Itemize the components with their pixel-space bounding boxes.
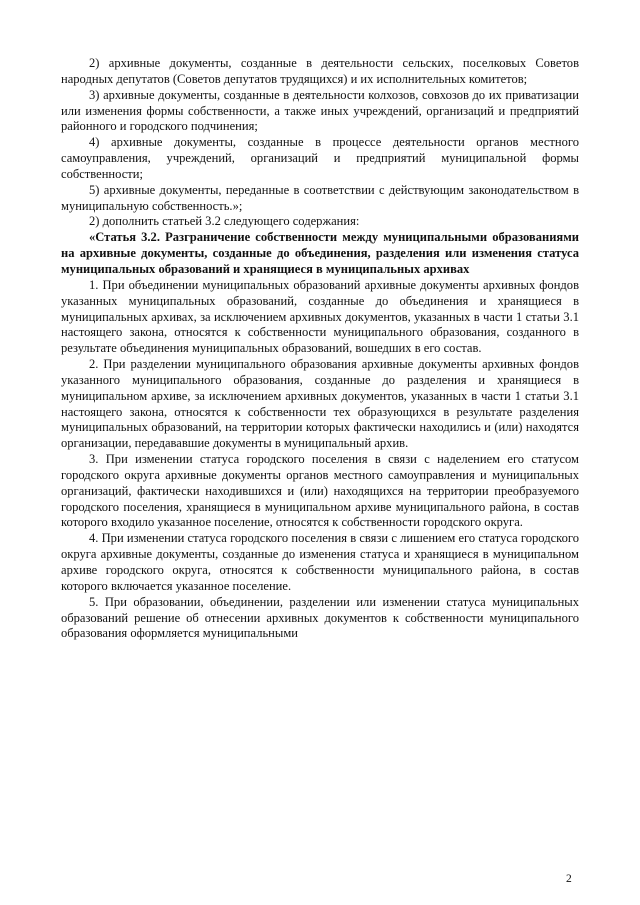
paragraph-amendment-intro: 2) дополнить статьей 3.2 следующего содержания: bbox=[89, 214, 360, 229]
article-item-3: 3. При изменении статуса городского поселения в связи с наделением его статусом городского округа архивные документы органов местного самоуправления и муниципальных организаций, фактически находившихся и (или) находящихся на территории преобразуемого городского поселения, хранящиеся в муниципальном архиве муниципального района, в состав которого входило указанное поселение, относятся к собственности городского округа. bbox=[61, 452, 579, 530]
article-heading bbox=[61, 230, 579, 278]
article-item-5: 5. При образовании, объединении, разделении или изменении статуса муниципальных образований решение об отнесении архивных документов к собственности муниципального образования оформляется муниципальными bbox=[61, 594, 579, 641]
article-item-2: 2. При разделении муниципального образования архивные документы архивных фондов указанного муниципального образования, созданные до разделения и хранящиеся в муниципальном архиве, за исключением архивных документов, указанных в части 1 статьи 3.1 настоящего закона, относятся к собственности тех образующихся в результате разделения муниципальных образований, на территории которых фактически находились и (или) находятся организации, передававшие документы в муниципальный архив. bbox=[61, 357, 579, 451]
article-item-4: 4. При изменении статуса городского поселения в связи с лишением его статуса городского округа архивные документы, созданные до изменения статуса и хранящиеся в муниципальном архиве городского округа, относятся к собственности муниципального района, в состав которого включается указанное поселение. bbox=[61, 531, 579, 593]
article-heading-title: Разграничение собственности между муниципальными образованиями на архивные документы, созданные до объединения, разделения или изменения статуса муниципальных образований и хранящиеся в муниципальных архивах bbox=[61, 230, 579, 276]
page-number: 2 bbox=[566, 873, 572, 885]
paragraph-list-item-3: 3) архивные документы, созданные в деятельности колхозов, совхозов до их приватизации или изменения формы собственности, а также иных учреждений, организаций и предприятий районного и городского подчинения; bbox=[61, 87, 579, 134]
paragraph-list-item-5: 5) архивные документы, переданные в соответствии с действующим законодательством в муниципальную собственность.»; bbox=[61, 182, 579, 213]
paragraph-list-item-4: 4) архивные документы, созданные в процессе деятельности органов местного самоуправления, учреждений, организаций и предприятий муниципальной формы собственности; bbox=[61, 135, 579, 181]
document-body bbox=[61, 56, 579, 642]
paragraph-list-item-2: 2) архивные документы, созданные в деятельности сельских, поселковых Советов народных депутатов (Советов депутатов трудящихся) и их исполнительных комитетов; bbox=[61, 56, 579, 86]
article-heading-prefix: «Статья 3.2. bbox=[89, 230, 166, 245]
article-item-1: 1. При объединении муниципальных образований архивные документы архивных фондов указанных муниципальных образований, созданные до объединения и хранящиеся в муниципальных архивах, за исключением архивных документов, указанных в части 1 статьи 3.1 настоящего закона, относятся к собственности муниципального образования, созданного в результате объединения муниципальных образований, вошедших в его состав. bbox=[61, 277, 579, 356]
